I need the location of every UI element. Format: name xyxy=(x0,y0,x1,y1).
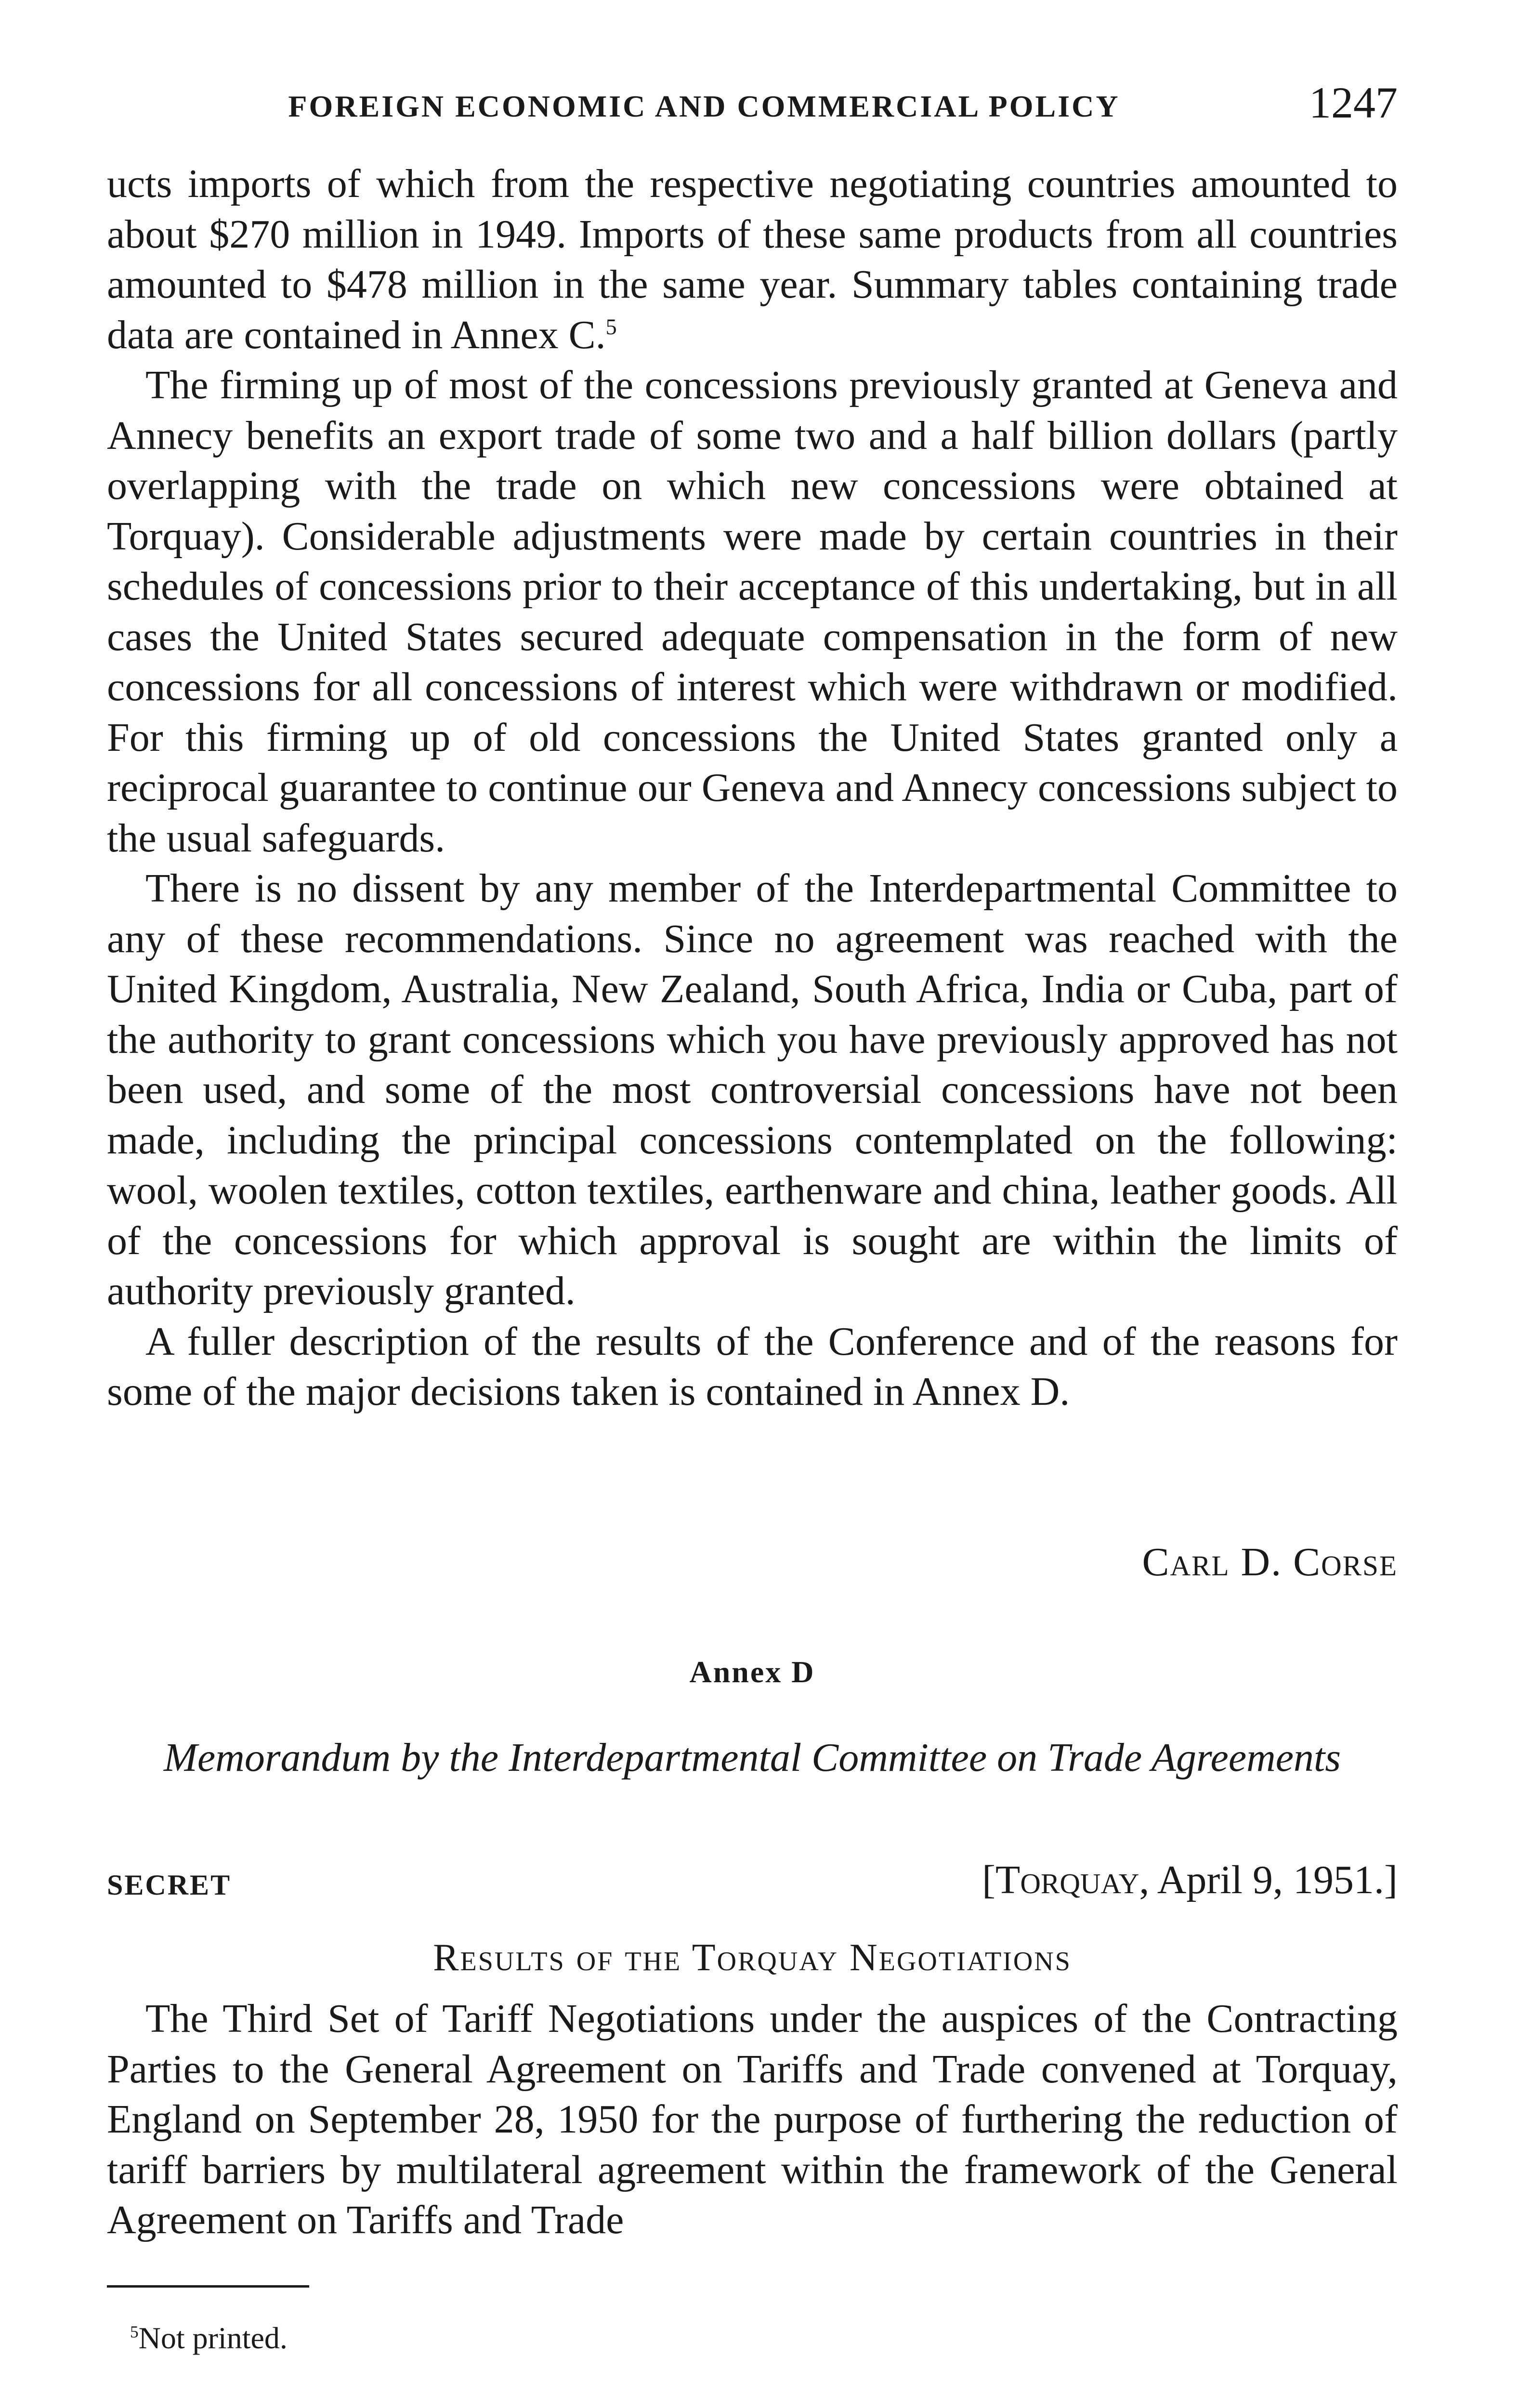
annex-body-text xyxy=(107,1994,1398,2246)
running-head xyxy=(107,77,1398,130)
footnote-text: Not printed. xyxy=(138,2321,288,2355)
page-number: 1247 xyxy=(1309,78,1398,127)
dateline xyxy=(982,1857,1398,1903)
body-text xyxy=(107,159,1398,1417)
paragraph-firming-up: The firming up of most of the concessions previously granted at Geneva and Annecy benefits an export trade of some two and a half billion dollars (partly overlapping with the trade on which new concessions were obtained at Torquay). Considerable adjustments were made by certain countries in their schedules of concessions prior to their acceptance of this undertaking, but in all cases the United States secured adequate compensation in the form of new concessions for all concessions of interest which were withdrawn or modified. For this firming up of old concessions the United States granted only a reciprocal guarantee to continue our Geneva and Annecy concessions subject to the usual safeguards. xyxy=(107,363,1398,861)
paragraph-continued xyxy=(107,159,1398,360)
classification-label: SECRET xyxy=(107,1869,232,1901)
paragraph-text: ucts imports of which from the respective negotiating countries amounted to about $270 million in 1949. Imports of these same products from all countries amounted to $478 million in the same year. Summary tables containing trade data are contained in Annex C. xyxy=(107,161,1398,357)
footnote-divider xyxy=(107,2285,309,2288)
signature: Carl D. Corse xyxy=(1142,1540,1398,1584)
paragraph-no-dissent: There is no dissent by any member of the Interdepartmental Committee to any of these recommendations. Since no agreement was reached with the United Kingdom, Australia, New Zealand, South Africa, India or Cuba, part of the authority to grant concessions which you have previously approved has not been used, and some of the most controversial concessions have not been made, including the principal concessions contemplated on the following: wool, woolen textiles, cotton textiles, earthenware and china, leather goods. All of the concessions for which approval is sought are within the limits of authority previously granted. xyxy=(107,866,1398,1313)
annex-heading: Annex D xyxy=(689,1655,815,1689)
paragraph-fuller-description: A fuller description of the results of the Conference and of the reasons for some of the major decisions taken is contained in Annex D. xyxy=(107,1319,1398,1414)
footnote-mark: 5 xyxy=(130,2322,139,2342)
footnote xyxy=(130,2320,288,2356)
paragraph-third-set: The Third Set of Tariff Negotiations under the auspices of the Contracting Parties to the General Agreement on Tariffs and Trade convened at Torquay, England on September 28, 1950 for the purpose of furthering the reduction of tariff barriers by multilateral agreement within the framework of the General Agreement on Tariffs and Trade xyxy=(107,1996,1398,2242)
dateline-place: Torquay xyxy=(995,1858,1139,1902)
section-title: Results of the Torquay Negotiations xyxy=(433,1937,1072,1979)
running-title: FOREIGN ECONOMIC AND COMMERCIAL POLICY xyxy=(288,89,1120,123)
dateline-date: , April 9, 1951.] xyxy=(1139,1858,1398,1902)
footnote-reference: 5 xyxy=(605,314,617,339)
memorandum-title: Memorandum by the Interdepartmental Committee on Trade Agreements xyxy=(163,1735,1341,1780)
dateline-open-bracket: [ xyxy=(982,1858,996,1902)
